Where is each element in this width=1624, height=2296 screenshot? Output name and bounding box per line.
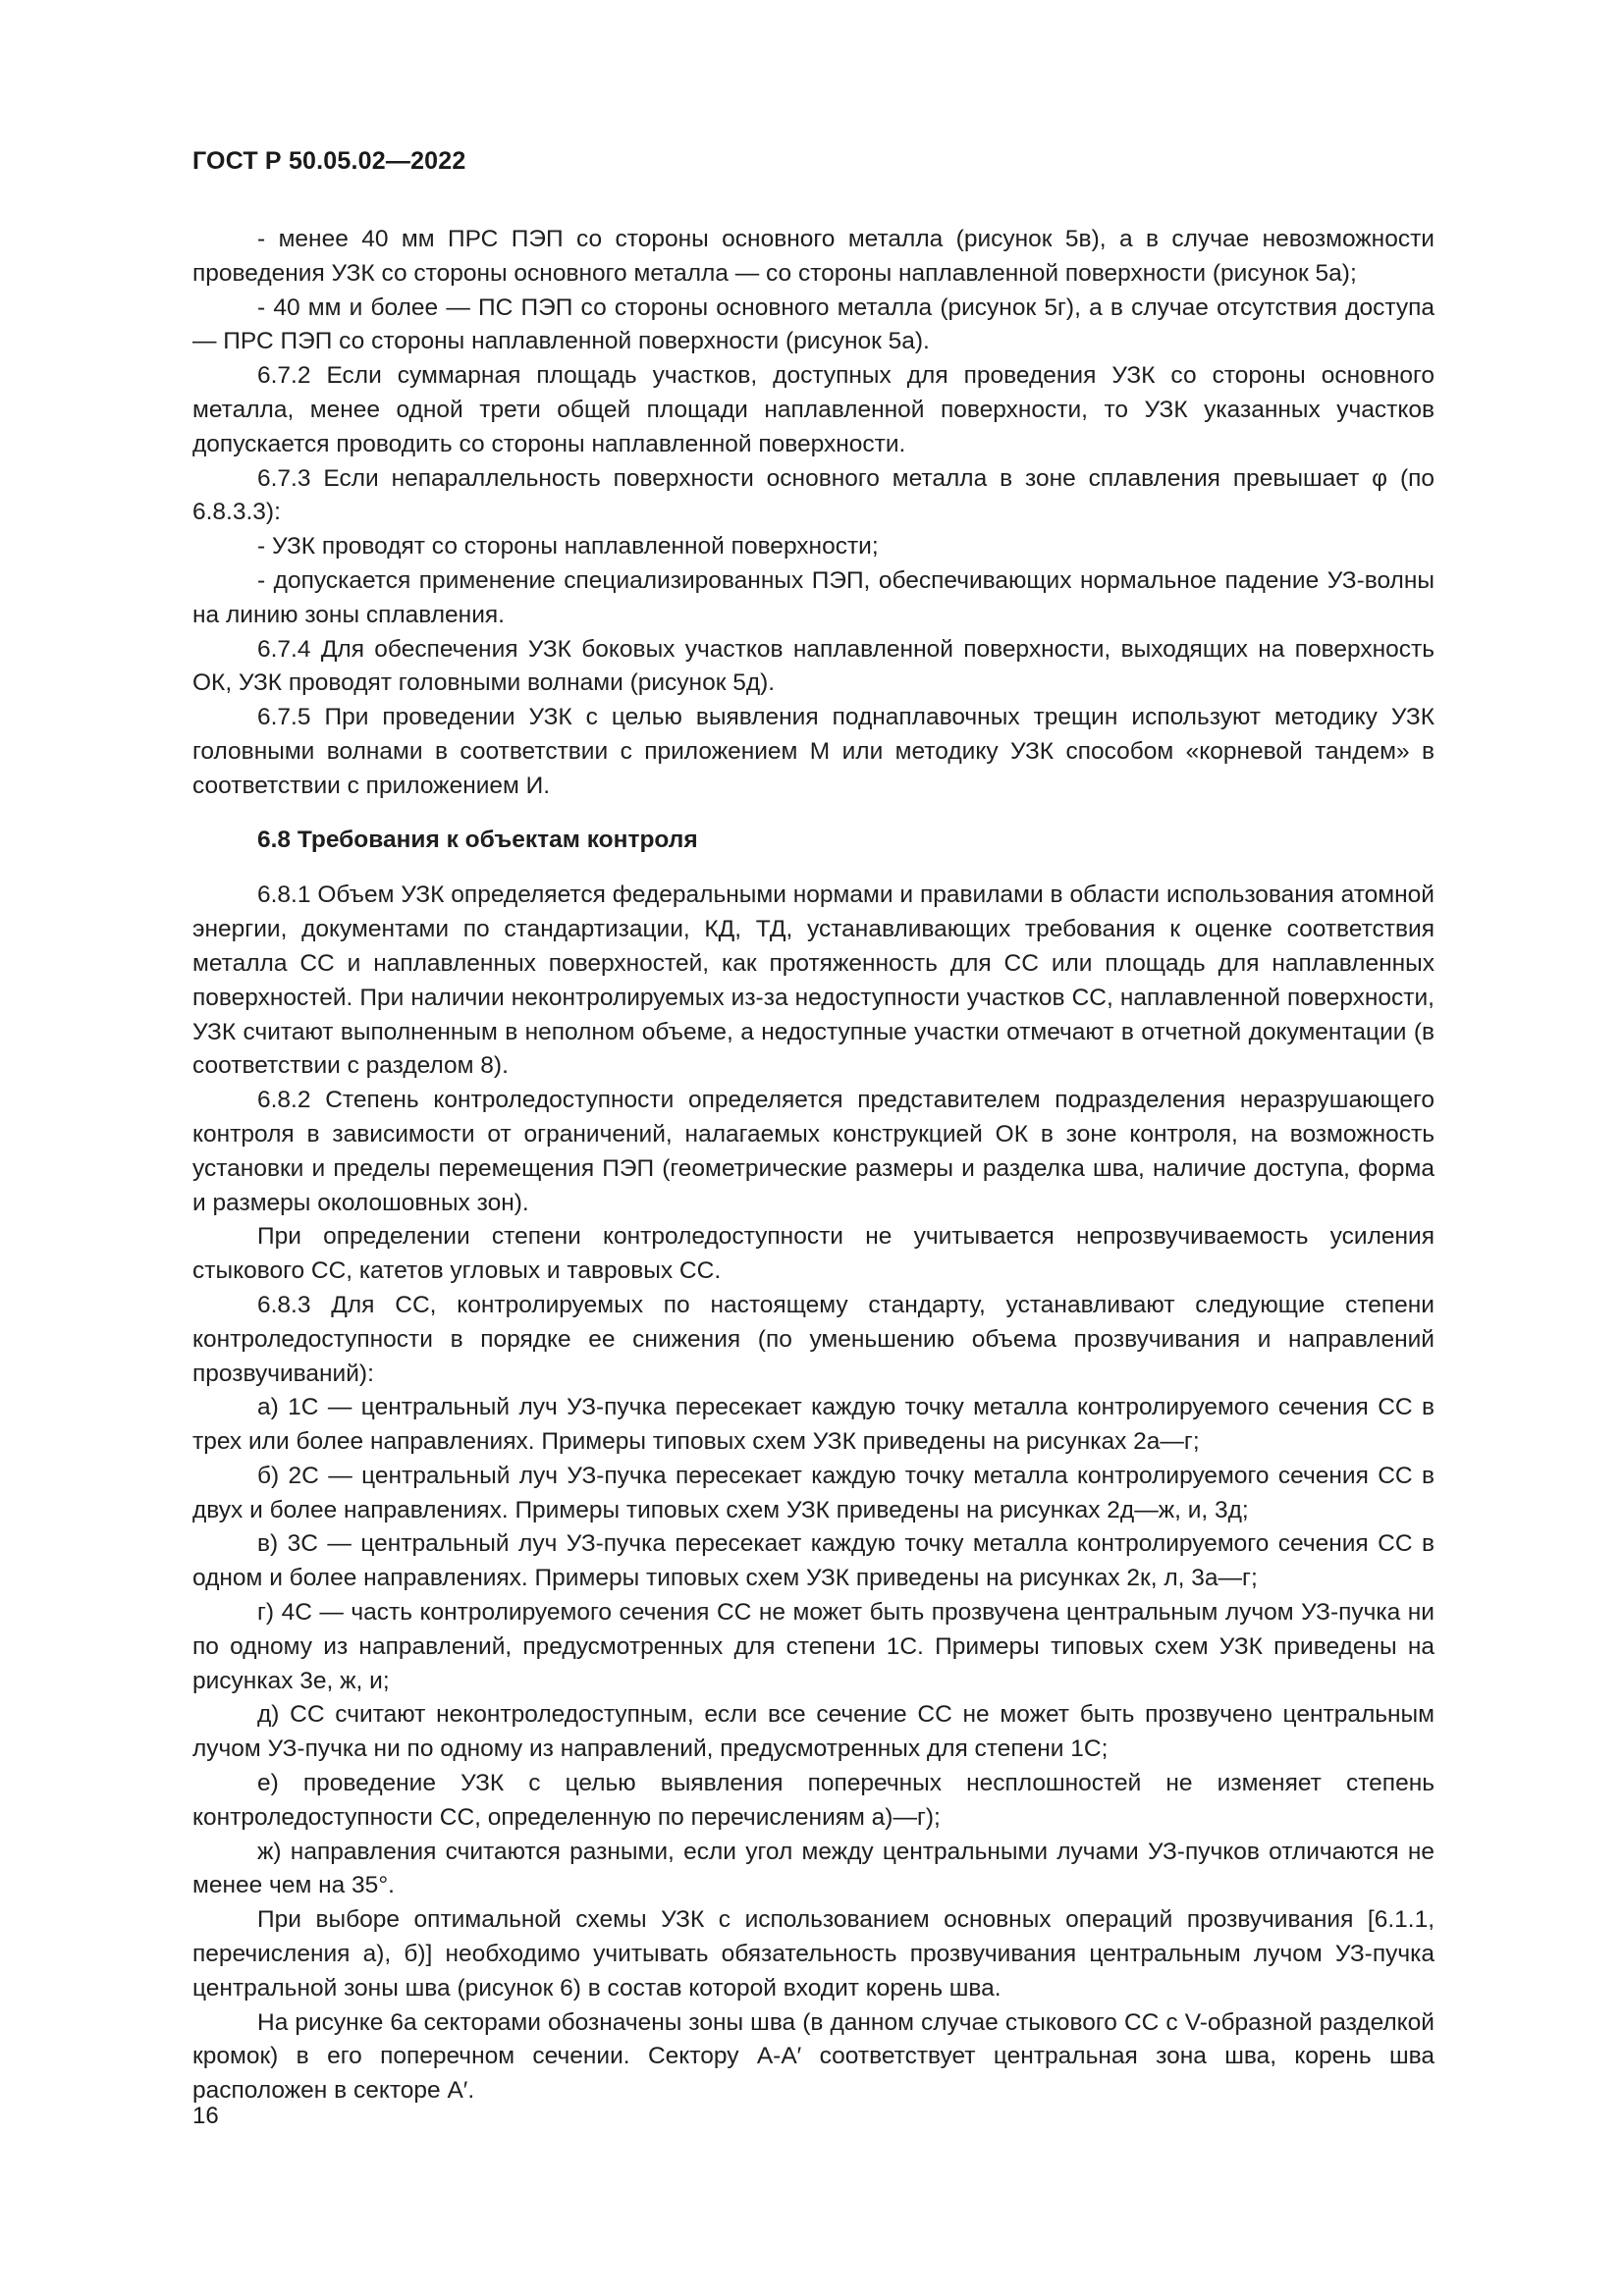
list-item: г) 4С — часть контролируемого сечения СС не может быть прозвучена центральным лучом УЗ-пучка ни по одному из направлений, предусмотренных для степени 1С. Примеры типовых схем УЗК приведены на рисунках 3е, ж, и; xyxy=(192,1599,1435,1694)
page-header-standard: ГОСТ Р 50.05.02—2022 xyxy=(192,147,466,175)
list-item: в) 3С — центральный луч УЗ-пучка пересекает каждую точку металла контролируемого сечения СС в одном и более направлениях. Примеры типовых схем УЗК приведены на рисунках 2к, л, 3а—г; xyxy=(192,1530,1435,1592)
paragraph: 6.8.1 Объем УЗК определяется федеральными нормами и правилами в области использования атомной энергии, документами по стандартизации, КД, ТД, устанавливающих требования к оценке соответствия металла СС и наплавленных поверхностей, как протяженность для СС или площадь для наплавленных поверхностей. При наличии неконтролируемых из-за недоступности участков СС, наплавленной поверхности, УЗК считают выполненным в неполном объеме, а недоступные участки отмечают в отчетной документации (в соответствии с разделом 8). xyxy=(192,881,1435,1080)
list-item: б) 2С — центральный луч УЗ-пучка пересекает каждую точку металла контролируемого сечения СС в двух и более направлениях. Примеры типовых схем УЗК приведены на рисунках 2д—ж, и, 3д; xyxy=(192,1462,1435,1523)
paragraph: На рисунке 6а секторами обозначены зоны шва (в данном случае стыкового СС с V-образной разделкой кромок) в его поперечном сечении. Сектору А-А′ соответствует центральная зона шва, корень шва расположен в секторе А′. xyxy=(192,2008,1435,2105)
paragraph: 6.8.2 Степень контроледоступности определяется представителем подразделения неразрушающего контроля в зависимости от ограничений, налагаемых конструкцией ОК в зоне контроля, на возможность установки и пределы перемещения ПЭП (геометрические размеры и разделка шва, наличие доступа, форма и размеры околошовных зон). xyxy=(192,1087,1435,1216)
paragraph: При выборе оптимальной схемы УЗК с использованием основных операций прозвучивания [6.1.1, перечисления а), б)] необходимо учитывать обязательность прозвучивания центральным лучом УЗ-пучка центральной зоны шва (рисунок 6) в состав которой входит корень шва. xyxy=(192,1906,1435,2002)
list-item: ж) направления считаются разными, если угол между центральными лучами УЗ-пучков отличаются не менее чем на 35°. xyxy=(192,1838,1435,1899)
paragraph: - допускается применение специализированных ПЭП, обеспечивающих нормальное падение УЗ-волны на линию зоны сплавления. xyxy=(192,566,1435,628)
paragraph: - менее 40 мм ПРС ПЭП со стороны основного металла (рисунок 5в), а в случае невозможности проведения УЗК со стороны основного металла — со стороны наплавленной поверхности (рисунок 5а); xyxy=(192,226,1435,287)
paragraph: - УЗК проводят со стороны наплавленной поверхности; xyxy=(257,533,879,561)
paragraph: 6.7.4 Для обеспечения УЗК боковых участков наплавленной поверхности, выходящих на поверхность ОК, УЗК проводят головными волнами (рисунок 5д). xyxy=(192,635,1435,697)
list-item: а) 1С — центральный луч УЗ-пучка пересекает каждую точку металла контролируемого сечения СС в трех или более направлениях. Примеры типовых схем УЗК приведены на рисунках 2а—г; xyxy=(192,1394,1435,1456)
paragraph: 6.7.2 Если суммарная площадь участков, доступных для проведения УЗК со стороны основного металла, менее одной трети общей площади наплавленной поверхности, то УЗК указанных участков допускается проводить со стороны наплавленной поверхности. xyxy=(192,362,1435,457)
paragraph: При определении степени контроледоступности не учитывается непрозвучиваемость усиления стыкового СС, катетов угловых и тавровых СС. xyxy=(192,1223,1435,1285)
section-heading: 6.8 Требования к объектам контроля xyxy=(257,826,698,853)
paragraph: 6.8.3 Для СС, контролируемых по настоящему стандарту, устанавливают следующие степени контроледоступности в порядке ее снижения (по уменьшению объема прозвучивания и направлений прозвучиваний): xyxy=(192,1291,1435,1387)
paragraph: 6.7.5 При проведении УЗК с целью выявления поднаплавочных трещин используют методику УЗК головными волнами в соответствии с приложением М или методику УЗК способом «корневой тандем» в соответствии с приложением И. xyxy=(192,704,1435,799)
list-item: д) СС считают неконтроледоступным, если все сечение СС не может быть прозвучено центральным лучом УЗ-пучка ни по одному из направлений, предусмотренных для степени 1С; xyxy=(192,1701,1435,1763)
list-item: е) проведение УЗК с целью выявления поперечных несплошностей не изменяет степень контроледоступности СС, определенную по перечислениям а)—г); xyxy=(192,1770,1435,1831)
page-number: 16 xyxy=(192,2103,219,2129)
paragraph: - 40 мм и более — ПС ПЭП со стороны основного металла (рисунок 5г), а в случае отсутствия доступа — ПРС ПЭП со стороны наплавленной поверхности (рисунок 5а). xyxy=(192,294,1435,355)
document-body xyxy=(192,223,1435,2109)
paragraph: 6.7.3 Если непараллельность поверхности основного металла в зоне сплавления превышает φ (по 6.8.3.3): xyxy=(192,464,1435,526)
